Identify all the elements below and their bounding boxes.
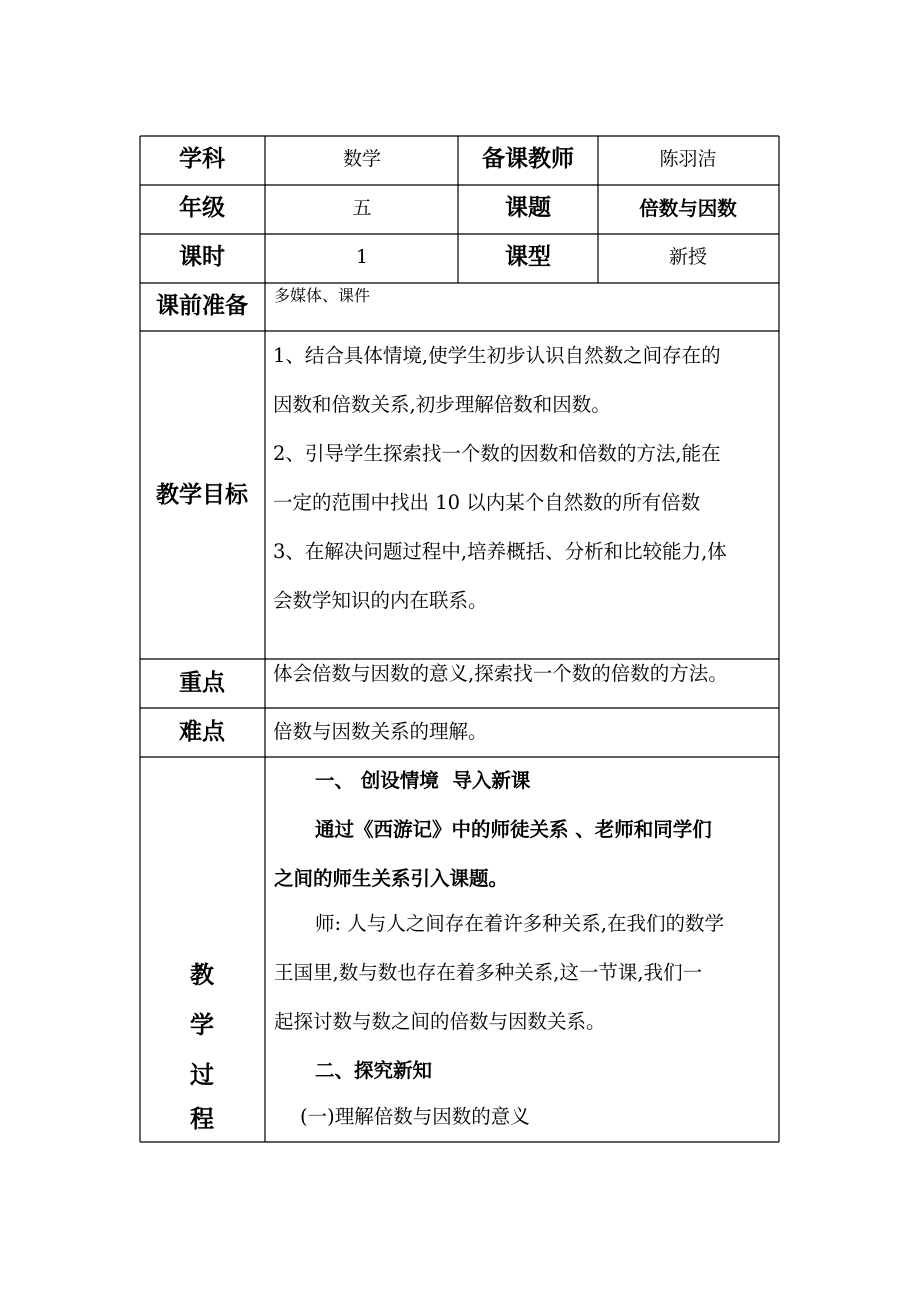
type-value: 新授	[668, 246, 708, 268]
section-1-line: 之间的师生关系引入课题。	[274, 867, 509, 890]
process-label-char: 过	[190, 1061, 214, 1089]
objective-line: 2、引导学生探索找一个数的因数和倍数的方法,能在	[273, 442, 721, 465]
objective-line: 会数学知识的内在联系。	[273, 589, 488, 612]
objective-line: 3、在解决问题过程中,培养概括、分析和比较能力,体	[273, 540, 727, 563]
objectives-label: 教学目标	[156, 482, 248, 508]
subject-value: 数学	[342, 148, 382, 170]
topic-value: 倍数与因数	[639, 197, 737, 220]
key-point-value: 体会倍数与因数的意义,探索找一个数的倍数的方法。	[273, 662, 728, 685]
teacher-line: 起探讨数与数之间的倍数与因数关系。	[274, 1010, 606, 1033]
teacher-label: 备课教师	[482, 146, 574, 172]
objective-line: 1、结合具体情境,使学生初步认识自然数之间存在的	[273, 344, 721, 367]
process-label-char: 教	[190, 961, 214, 989]
prep-label: 课前准备	[156, 293, 248, 319]
teacher-line: 师: 人与人之间存在着许多种关系,在我们的数学	[315, 912, 724, 935]
period-label: 课时	[179, 244, 225, 270]
objective-line: 一定的范围中找出 10 以内某个自然数的所有倍数	[273, 491, 701, 514]
period-value: 1	[355, 246, 369, 268]
section-1-line: 通过《西游记》中的师徒关系 、老师和同学们	[315, 818, 712, 841]
teacher-value: 陈羽洁	[659, 148, 717, 170]
section-1-title: 一、 创设情境 导入新课	[315, 769, 531, 792]
key-point-label: 重点	[179, 670, 225, 696]
subject-label: 学科	[179, 146, 225, 172]
difficulty-label: 难点	[179, 719, 225, 745]
objective-line: 因数和倍数关系,初步理解倍数和因数。	[273, 393, 611, 416]
subsection-title: (一)理解倍数与因数的意义	[300, 1105, 530, 1128]
process-label-char: 学	[190, 1011, 214, 1039]
process-label-char: 程	[190, 1105, 214, 1133]
type-label: 课型	[505, 244, 551, 270]
teacher-line: 王国里,数与数也存在着多种关系,这一节课,我们一	[274, 961, 703, 984]
prep-value: 多媒体、课件	[274, 286, 371, 305]
section-2-title: 二、探究新知	[315, 1059, 433, 1082]
grade-value: 五	[352, 197, 372, 219]
topic-label: 课题	[505, 195, 551, 221]
grade-label: 年级	[179, 195, 225, 221]
difficulty-value: 倍数与因数关系的理解。	[273, 720, 488, 743]
